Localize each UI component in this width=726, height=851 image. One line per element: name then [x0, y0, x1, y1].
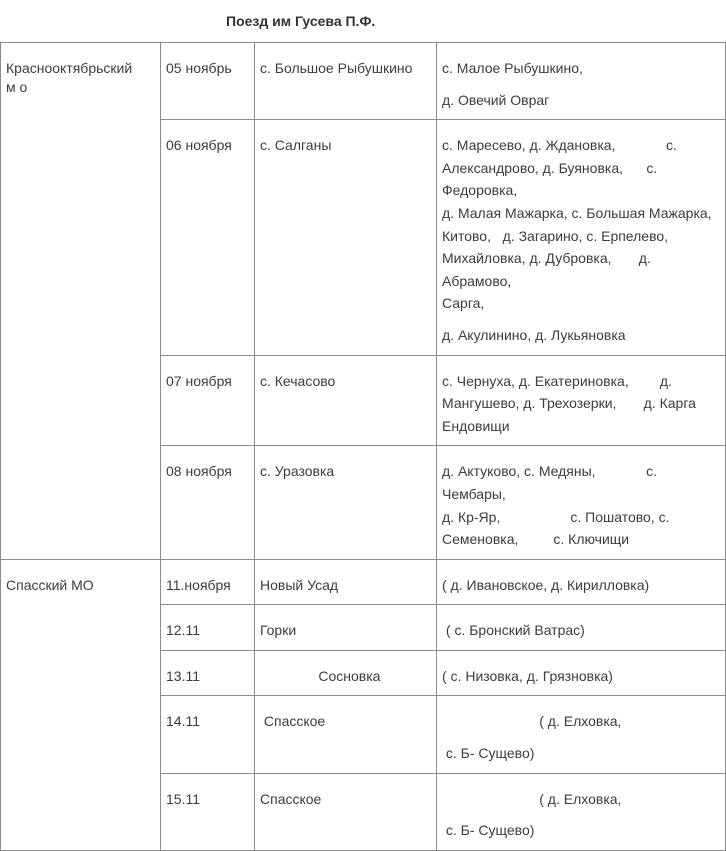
village-line: Мангушево, д. Трехозерки, д. Карга	[442, 395, 696, 412]
district-cell	[1, 559, 161, 850]
village-line: с. Б- Сущево)	[442, 745, 535, 762]
station-cell: Спасское	[255, 773, 437, 850]
date-cell: 15.11	[161, 773, 255, 850]
village-line: с. Малое Рыбушкино,	[442, 60, 583, 76]
page-title: Поезд им Гусева П.Ф.	[226, 13, 376, 29]
station-cell: Горки	[255, 605, 437, 651]
village-line: д. Кр-Яр, с. Пошатово, с.	[442, 508, 670, 525]
village-line: с. Маресево, д. Ждановка, с.	[442, 137, 677, 154]
villages-cell	[437, 43, 726, 120]
villages-cell	[437, 446, 726, 559]
villages-cell: ( с. Низовка, д. Грязновка)	[437, 650, 726, 696]
villages-cell	[437, 696, 726, 773]
villages-cell	[437, 355, 726, 446]
village-line: Александрово, д. Буяновка, с. Федоровка,	[442, 159, 662, 199]
district-name: м о	[6, 78, 28, 95]
table-row	[1, 559, 726, 605]
date-cell: 12.11	[161, 605, 255, 651]
village-line: д. Актуково, с. Медяны, с. Чембары,	[442, 463, 661, 502]
date-cell: 05 ноябрь	[161, 43, 255, 120]
village-line: ( д. Елховка,	[442, 790, 622, 807]
district-name: Спасский МО	[6, 576, 94, 593]
station-cell: Сосновка	[255, 650, 437, 696]
village-line: с. Чернуха, д. Екатериновка, д.	[442, 372, 672, 389]
station-cell: с. Кечасово	[255, 355, 437, 446]
date-cell: 11.ноября	[161, 559, 255, 605]
date-cell: 08 ноября	[161, 446, 255, 559]
villages-cell: ( д. Ивановское, д. Кирилловка)	[437, 559, 726, 605]
village-line: Китово, д. Загарино, с. Ерпелево,	[442, 227, 669, 244]
schedule-table	[0, 42, 726, 851]
table-row	[1, 43, 726, 120]
date-cell: 14.11	[161, 696, 255, 773]
date-cell: 07 ноября	[161, 355, 255, 446]
district-cell	[1, 43, 161, 560]
village-line: с. Б- Сущево)	[442, 822, 535, 839]
village-line: Семеновка, с. Ключищи	[442, 531, 630, 548]
date-cell: 13.11	[161, 650, 255, 696]
village-line: д. Акулинино, д. Лукьяновка	[442, 326, 626, 343]
village-line: Ендовищи	[442, 417, 510, 434]
station-cell: Новый Усад	[255, 559, 437, 605]
villages-cell	[437, 773, 726, 850]
villages-cell: ( с. Бронский Ватрас)	[437, 605, 726, 651]
station-cell: с. Уразовка	[255, 446, 437, 559]
station-cell: с. Салганы	[255, 120, 437, 355]
village-line: Михайловка, д. Дубровка, д. Абрамово,	[442, 250, 655, 289]
villages-cell	[437, 120, 726, 355]
date-cell: 06 ноября	[161, 120, 255, 355]
village-line: д. Малая Мажарка, с. Большая Мажарка,	[442, 204, 712, 221]
station-cell: с. Большое Рыбушкино	[255, 43, 437, 120]
village-line: Сарга,	[442, 295, 485, 312]
village-line: ( д. Елховка,	[442, 713, 622, 730]
station-cell: Спасское	[255, 696, 437, 773]
village-line: д. Овечий Овраг	[442, 91, 550, 108]
district-name: Краснооктябрьский	[6, 60, 133, 76]
